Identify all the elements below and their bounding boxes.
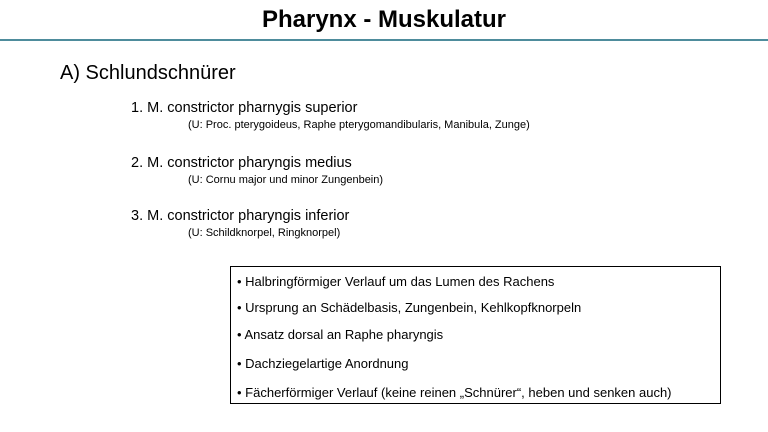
muscle-name: 2. M. constrictor pharyngis medius xyxy=(131,155,352,171)
muscle-item xyxy=(131,100,530,132)
title-divider xyxy=(0,39,768,41)
summary-bullet: • Fächerförmiger Verlauf (keine reinen „Schnürer“, heben und senken auch) xyxy=(237,385,672,400)
muscle-origin: (U: Schildknorpel, Ringknorpel) xyxy=(188,227,341,239)
summary-bullet: • Dachziegelartige Anordnung xyxy=(237,356,409,371)
muscle-item xyxy=(131,155,383,187)
muscle-name: 1. M. constrictor pharnygis superior xyxy=(131,100,358,116)
summary-bullet: • Halbringförmiger Verlauf um das Lumen des Rachens xyxy=(237,274,555,289)
summary-bullet: • Ursprung an Schädelbasis, Zungenbein, Kehlkopfknorpeln xyxy=(237,300,582,315)
summary-box xyxy=(230,266,721,404)
summary-bullet: • Ansatz dorsal an Raphe pharyngis xyxy=(237,327,444,342)
slide-title: Pharynx - Muskulatur xyxy=(261,6,507,33)
section-heading: A) Schlundschnürer xyxy=(60,62,236,84)
muscle-name: 3. M. constrictor pharyngis inferior xyxy=(131,208,350,224)
muscle-origin: (U: Proc. pterygoideus, Raphe pterygomandibularis, Manibula, Zunge) xyxy=(188,119,530,131)
muscle-item xyxy=(131,208,349,240)
muscle-origin: (U: Cornu major und minor Zungenbein) xyxy=(188,174,384,186)
